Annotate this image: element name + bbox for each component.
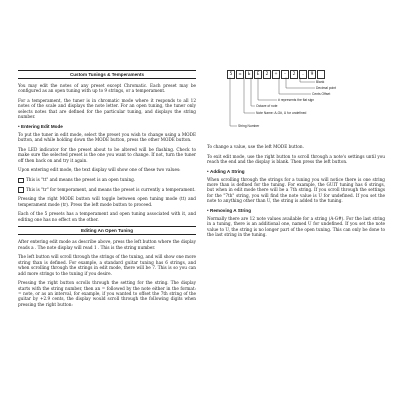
paragraph: To change a value, use the left MODE button. xyxy=(207,144,304,149)
paragraph: When scrolling through the strings for a tuning you will notice there is one string more than is defined for the tuning. For example, the GUIT tuning has 6 strings, but when in edit mode there will be a 7th string. If you scroll through the settings for the "7th" string, you will find the note value is U for undefined. If you set the note to anything other than U, the string is added to the tuning. xyxy=(207,176,385,204)
display-digit-cell: 2 xyxy=(263,70,271,79)
display-digit-cell: Ь xyxy=(245,70,253,79)
left-column xyxy=(18,70,196,311)
display-tt-icon xyxy=(18,178,24,184)
label-blank: Blank xyxy=(316,80,325,84)
heading-text: Entering Edit Mode xyxy=(21,123,63,129)
heading-adding-a-string xyxy=(207,169,385,175)
section-title-editing-open-tuning: Editing An Open Tuning xyxy=(18,226,196,235)
paragraph: To put the tuner in edit mode, select the preset you wish to change using a MODE button, and while holding down the MODE button, press the other MODE button. xyxy=(18,131,196,143)
paragraph: Pressing the right MODE button will toggle between open tuning mode (tt) and temperament mode (tr). Press the left mode button to proceed. xyxy=(18,196,196,207)
paragraph: Upon entering edit mode, the text display will show one of these two values: xyxy=(18,167,181,173)
display-digit-cell: . xyxy=(299,70,307,79)
option-text: This is "tr" for temperament, and means the preset is currently a temperament. xyxy=(26,186,196,192)
paragraph: Each of the 5 presets has a temperament and open tuning associated with it, and editing one has no effect on the other. xyxy=(18,211,196,222)
bullet-icon: • xyxy=(207,168,209,174)
display-digit-cell: + xyxy=(272,70,280,79)
label-flat-sign: # represents the flat sign xyxy=(278,98,315,102)
display-digit-cell: 9 xyxy=(308,70,316,79)
paragraph: For a temperament, the tuner is in chromatic mode where it responds to all 12 notes of the scale and displays the note letter. For an open tuning, the tuner only selects notes that are defined for the particular tuning, and displays the string number. xyxy=(18,98,196,120)
option-tt xyxy=(18,177,196,183)
paragraph: To exit edit mode, use the right button to scroll through a note's settings until you reach the end and the display is blank. Then press the left button. xyxy=(207,153,385,164)
bullet-icon: • xyxy=(207,207,209,213)
display-digit-cell: 2 xyxy=(290,70,298,79)
paragraph: After entering edit mode as describe above, press the left button where the display reads a . The note display will read 1 . This is the string number. xyxy=(18,239,196,250)
heading-text: Removing A String xyxy=(210,207,252,213)
display-digit-cell: 5 xyxy=(227,70,235,79)
display-digit-cell: E xyxy=(254,70,262,79)
heading-removing-a-string xyxy=(207,208,385,214)
right-column xyxy=(207,70,385,242)
paragraph: You may edit the notes of any preset except Chromatic. Each preset may be configured as an open tuning with up to 9 strings, or a temperament. xyxy=(18,83,196,94)
display-tr-icon xyxy=(18,187,24,193)
paragraph: Normally there are 12 note values available for a string (A-G#). For the last string in a tuning, there is an additional one, named U for undefined. If you set the note value to U, the string is no longer part of the open tuning. This can only be done to the last string in the tuning. xyxy=(207,215,385,238)
heading-text: Adding A String xyxy=(210,168,245,174)
heading-entering-edit-mode xyxy=(18,124,196,130)
paragraph: The left button will scroll through the strings of the tuning, and will show one more string than is defined. For example, a standard guitar tuning has 6 strings, and when scrolling through the strings in edit mode, there will be 7. This is so you can add more strings to the tuning if you desire. xyxy=(18,254,196,276)
display-digit-cell: = xyxy=(236,70,244,79)
option-tr xyxy=(18,187,196,193)
paragraph: The LED indicator for the preset about to be altered will be flashing. Check to make sure the selected preset is the one you want to change. If not, turn the tuner off then back on and try it again. xyxy=(18,146,196,163)
label-octave: Octave of note xyxy=(256,104,278,108)
display-format-diagram xyxy=(207,70,385,138)
label-string-number: String Number xyxy=(238,124,260,128)
label-cents-offset: Cents Offset xyxy=(312,92,331,96)
label-note-name: Note Name: A-G#, U for undefined xyxy=(256,111,307,115)
diagram-leader-lines xyxy=(207,70,385,138)
section-title-custom-tunings: Custom Tunings & Temperaments xyxy=(18,70,196,79)
option-text: This is "tt" and means the preset is an open tuning. xyxy=(26,176,136,182)
bullet-icon: • xyxy=(18,123,20,129)
display-digit-cell: - xyxy=(281,70,289,79)
paragraph: Pressing the right button scrolls through the setting for the string. The display starts with the string number, then an = followed by the note either in the format: = note, or as an interval, for example, if you wanted to offset the 7th string of the guitar by +2.9 cents, the display would scroll through the following digits when pressing the right button: xyxy=(18,280,196,307)
label-decimal-point: Decimal point xyxy=(316,86,336,90)
